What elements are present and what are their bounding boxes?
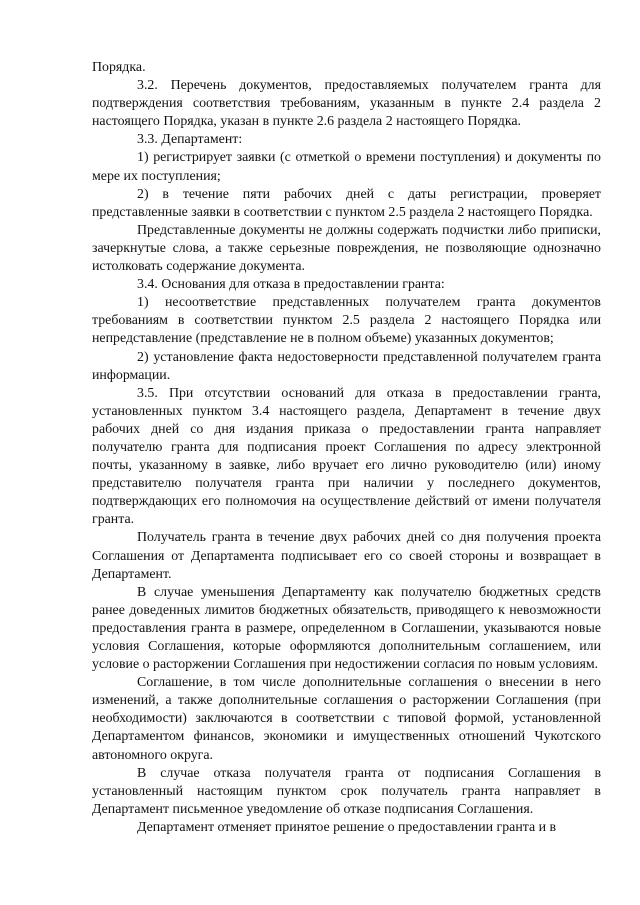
paragraph-3-4: 3.4. Основания для отказа в предоставлении гранта: [137, 277, 445, 293]
paragraph-3-4-item-1: 1) несоответствие представленных получателем гранта документов требованиям в соответствии пунктом 2.5 раздела 2 настоящего Порядка или непредставление (представление не в полном объеме) указанных документов; [92, 295, 601, 347]
paragraph-limits-reduction: В случае уменьшения Департаменту как получателю бюджетных средств ранее доведенных лимитов бюджетных обязательств, приводящего к невозможности предоставления гранта в размере, определенном в Соглашении, указываются новые условия Соглашения, которые оформляются дополнительным соглашением, или условие о расторжении Соглашения при недостижении согласия по новым условиям. [92, 584, 601, 673]
paragraph-3-2: 3.2. Перечень документов, предоставляемых получателем гранта для подтверждения соответствия требованиям, указанным в пункте 2.4 раздела 2 настоящего Порядка, указан в пункте 2.6 раздела 2 настоящего Порядка. [92, 78, 601, 130]
document-body [92, 59, 601, 837]
paragraph-refusal-notice: В случае отказа получателя гранта от подписания Соглашения в установленный настоящим пунктом срок получатель гранта направляет в Департамент письменное уведомление об отказе подписания Соглашения. [92, 765, 601, 817]
paragraph-decision-cancel: Департамент отменяет принятое решение о предоставлении гранта и в [137, 819, 557, 835]
paragraph-3-3: 3.3. Департамент: [137, 132, 243, 148]
paragraph-3-3-item-2: 2) в течение пяти рабочих дней с даты регистрации, проверяет представленные заявки в соответствии с пунктом 2.5 раздела 2 настоящего Порядка. [92, 186, 601, 220]
paragraph-recipient-signing: Получатель гранта в течение двух рабочих дней со дня получения проекта Соглашения от Департамента подписывает его со своей стороны и возвращает в Департамент. [92, 530, 601, 582]
paragraph-3-3-item-1: 1) регистрирует заявки (с отметкой о времени поступления) и документы по мере их поступления; [92, 150, 601, 184]
paragraph-documents-requirements: Представленные документы не должны содержать подчистки либо приписки, зачеркнутые слова, а также серьезные повреждения, не позволяющие однозначно истолковать содержание документа. [92, 222, 601, 275]
paragraph-continuation: Порядка. [92, 60, 146, 75]
paragraph-3-5: 3.5. При отсутствии оснований для отказа в предоставлении гранта, установленных пунктом 3.4 настоящего раздела, Департамент в течение двух рабочих дней со дня издания приказа о предоставлении гранта направляет получателю гранта для подписания проект Соглашения по адресу электронной почты, указанному в заявке, либо вручает его лично руководителю (или) иному представителю получателя гранта при наличии у последнего документов, подтверждающих его полномочия на осуществление действий от имени получателя гранта. [92, 385, 601, 528]
paragraph-agreement-form: Соглашение, в том числе дополнительные соглашения о внесении в него изменений, а также дополнительные соглашения о расторжении Соглашения (при необходимости) заключаются в соответствии с типовой формой, установленной Департаментом финансов, экономики и имущественных отношений Чукотского автономного округа. [92, 675, 601, 763]
paragraph-3-4-item-2: 2) установление факта недостоверности представленной получателем гранта информации. [92, 349, 601, 383]
